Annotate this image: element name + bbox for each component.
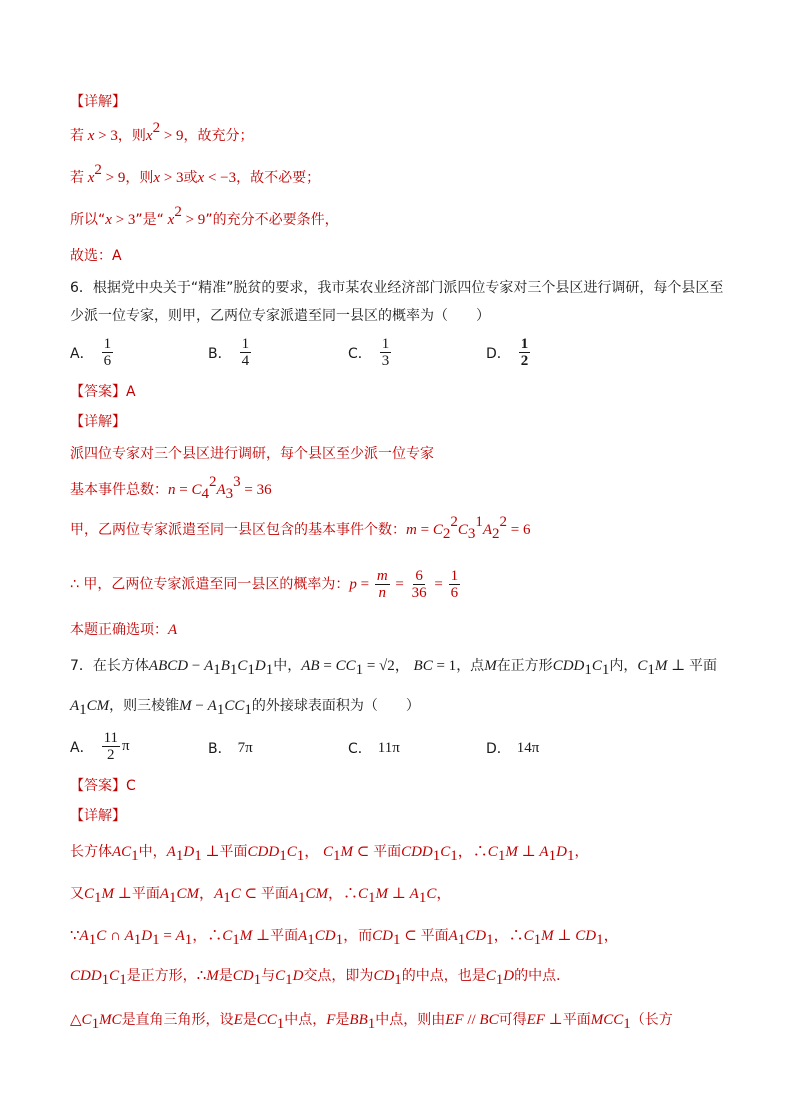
q6-option-b: B． $\frac{1}{4}$ <box>208 336 250 369</box>
q5-choose: 故选：A <box>70 248 122 264</box>
q7-sol-line-5: $\triangle C_1MC$是直角三角形，设E是$CC_1$中点，F是$BB_1$中点，则由EF // BC可得EF ⊥平面$MCC_1$（长方 <box>70 1012 673 1032</box>
q6-option-a: A． $\frac{1}{6}$ <box>70 336 112 369</box>
q7-option-b: B． 7π <box>208 740 253 757</box>
answer-label-q6: 【答案】A <box>70 384 136 400</box>
q7-sol-line-2: 又$C_1M$ ⊥平面$A_1CM$，$A_1C$ ⊂ 平面$A_1CM$，$\therefore C_1M$ ⊥ $A_1C$， <box>70 886 452 906</box>
q6-sol-line-2: 基本事件总数：$n = C_4^2A_3^3 = 36$ <box>70 474 272 502</box>
detail-label-q7: 【详解】 <box>70 808 126 824</box>
q7-sol-line-4: $CDD_1C_1$是正方形，∴M是$CD_1$与$C_1D$交点，即为$CD_1$的中点，也是$C_1D$的中点． <box>70 968 571 988</box>
detail-label-q6: 【详解】 <box>70 414 126 430</box>
q6-sol-line-3: 甲，乙两位专家派遣至同一县区包含的基本事件个数：$m = C_2^2C_3^1A_2^2 = 6$ <box>70 514 531 542</box>
q6-sol-line-5: 本题正确选项：A <box>70 622 178 638</box>
detail-label-q5: 【详解】 <box>70 94 126 110</box>
q7-stem-line-2: $A_1CM$，则三棱锥$M - A_1CC_1$的外接球表面积为（ ） <box>70 698 420 718</box>
q6-sol-line-4: ∴ 甲，乙两位专家派遣至同一县区的概率为：p = $\frac{m}{n}$ = $\frac{6}{36}$ = $\frac{1}{6}$ <box>70 568 459 601</box>
q6-option-c: C． $\frac{1}{3}$ <box>348 336 390 369</box>
q5-line-1: 若 x > 3，则$x^2 > 9$，故充分； <box>70 120 254 144</box>
q6-sol-line-1: 派四位专家对三个县区进行调研，每个县区至少派一位专家 <box>70 446 434 462</box>
q7-option-a: A． $\frac{11}{2}$ π <box>70 730 130 763</box>
q7-sol-line-1: 长方体$AC_1$中，$A_1D_1$ ⊥平面$CDD_1C_1$， $C_1M$ ⊂ 平面$CDD_1C_1$，$\therefore C_1M$ ⊥ $A_1D_1$， <box>70 844 589 864</box>
q5-line-3: 所以“x > 3”是“ $x^2 > 9$”的充分不必要条件， <box>70 204 339 228</box>
q6-stem-line-2: 少派一位专家，则甲，乙两位专家派遣至同一县区的概率为（ ） <box>70 308 490 324</box>
q7-option-c: C． 11π <box>348 740 400 757</box>
q7-sol-line-3: $\because A_1C$ ∩ $A_1D_1 = A_1$，$\therefore C_1M$ ⊥平面$A_1CD_1$，而$CD_1$ ⊂ 平面$A_1CD_1$，$\therefore C_1M$ ⊥ $CD_1$， <box>70 928 619 948</box>
q6-option-d: D． $\frac{1}{2}$ <box>486 336 529 369</box>
answer-label-q7: 【答案】C <box>70 778 136 794</box>
q6-stem-line-1: 6．根据党中央关于“精准”脱贫的要求，我市某农业经济部门派四位专家对三个县区进行调研，每个县区至 <box>70 280 724 296</box>
q5-line-2: 若 $x^2 > 9$，则x > 3或x < −3，故不必要； <box>70 162 321 186</box>
q7-option-d: D． 14π <box>486 740 540 757</box>
q7-stem-line-1: 7．在长方体ABCD − $A_1B_1C_1D_1$中，AB = $CC_1 = √2$， BC = 1，点M在正方形$CDD_1C_1$内，$C_1M$ ⊥ 平面 <box>70 658 717 678</box>
